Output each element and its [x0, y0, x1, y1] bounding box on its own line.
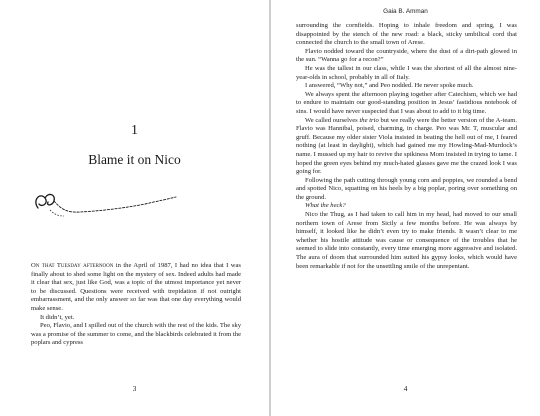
right-body-text — [296, 22, 517, 271]
paragraph: Peo, Flavio, and I spilled out of the church with the rest of the kids. The sky was a promise of the summer to come, and the blackbirds celebrated it from the poplars and cypress — [31, 322, 242, 347]
running-header-author: Gaia B. Amman — [383, 8, 428, 15]
page-number: 4 — [403, 384, 408, 393]
chapter-number: 1 — [131, 123, 138, 138]
paragraph: Flavio nodded toward the countryside, where the dust of a dirt-path glowed in the sun. “Wanna go for a recon?” — [296, 47, 517, 64]
page-number: 3 — [132, 384, 137, 393]
paragraph: He was the tallest in our class, while I was the shortest of all the almost nine-year-olds in school, probably in all of Italy. — [296, 64, 517, 81]
paragraph — [296, 117, 517, 177]
right-page — [271, 0, 540, 416]
paragraph: Nico the Thug, as I had taken to call him in my head, had moved to our small northern town of Arese from Sicily a few months before. He was always by himself, it looked like he didn’t even try to make friends. It wasn’t clear to me whether his hostile attitude was cause or consequence of the troubles that he seemed to slide into constantly, every time emerging more aggressive and isolated. The aura of doom that surrounded him suited his gypsy looks, which would have been remarkable if not for the unsettling smile of the unrepentant. — [296, 211, 517, 270]
left-body-text — [31, 262, 241, 348]
chapter-title: Blame it on Nico — [88, 152, 181, 167]
swirl-ornament-icon — [30, 186, 180, 220]
paragraph-text: but we really were the better version of the A-team. Flavio was Hannibal, poised, charming, in charge. Peo was Mr. T, muscular and gruff. Because my older sister Viola insisted in beating the hell out of me, I feared nothing (at least in daylight), which had gained me my Howling-Mad-Murdock’s name. I mussed up my hair to revive the spikiness Mom insisted in trying to tame. I hoped the green eyes behind my much-hated glasses gave me the crazed look I was going for. — [296, 116, 517, 176]
paragraph: surrounding the cornfields. Hoping to inhale freedom and spring, I was disappointed by the stench of the new road: a black, sticky umbilical cord that connected the church to the small town of Arese. — [296, 22, 517, 47]
paragraph — [31, 262, 241, 314]
paragraph-text: We called ourselves — [305, 116, 360, 124]
left-page — [0, 0, 269, 416]
paragraph: I answered, “Why not,” and Peo nodded. He never spoke much. — [305, 82, 474, 90]
paragraph: Following the path cutting through young corn and poppies, we rounded a bend and spotted Nico, squatting on his heels by a big poplar, poring over something on the ground. — [296, 176, 517, 201]
opening-small-caps: On that Tuesday afternoon — [31, 262, 114, 269]
paragraph: It didn’t, yet. — [40, 313, 75, 321]
italic-text: the trio — [359, 116, 379, 124]
paragraph-italic: What the heck? — [305, 202, 346, 210]
paragraph: We always spent the afternoon playing together after Catechism, which we had to endure to maintain our good-standing position in Jesus’ fastidious notebook of sins. I would have never suspected that I was about to add to it big time. — [296, 90, 517, 115]
paragraph-text: in the April of 1987, I had no idea that I was finally about to shed some light on the mystery of sex. Indeed adults had made it clear that sex, just like God, was a topic of the utmost importance yet never to be discussed. Questions were received with trepidation if not outright embarrassment, and the only answer so far was that one day everything would make sense. — [31, 262, 241, 312]
